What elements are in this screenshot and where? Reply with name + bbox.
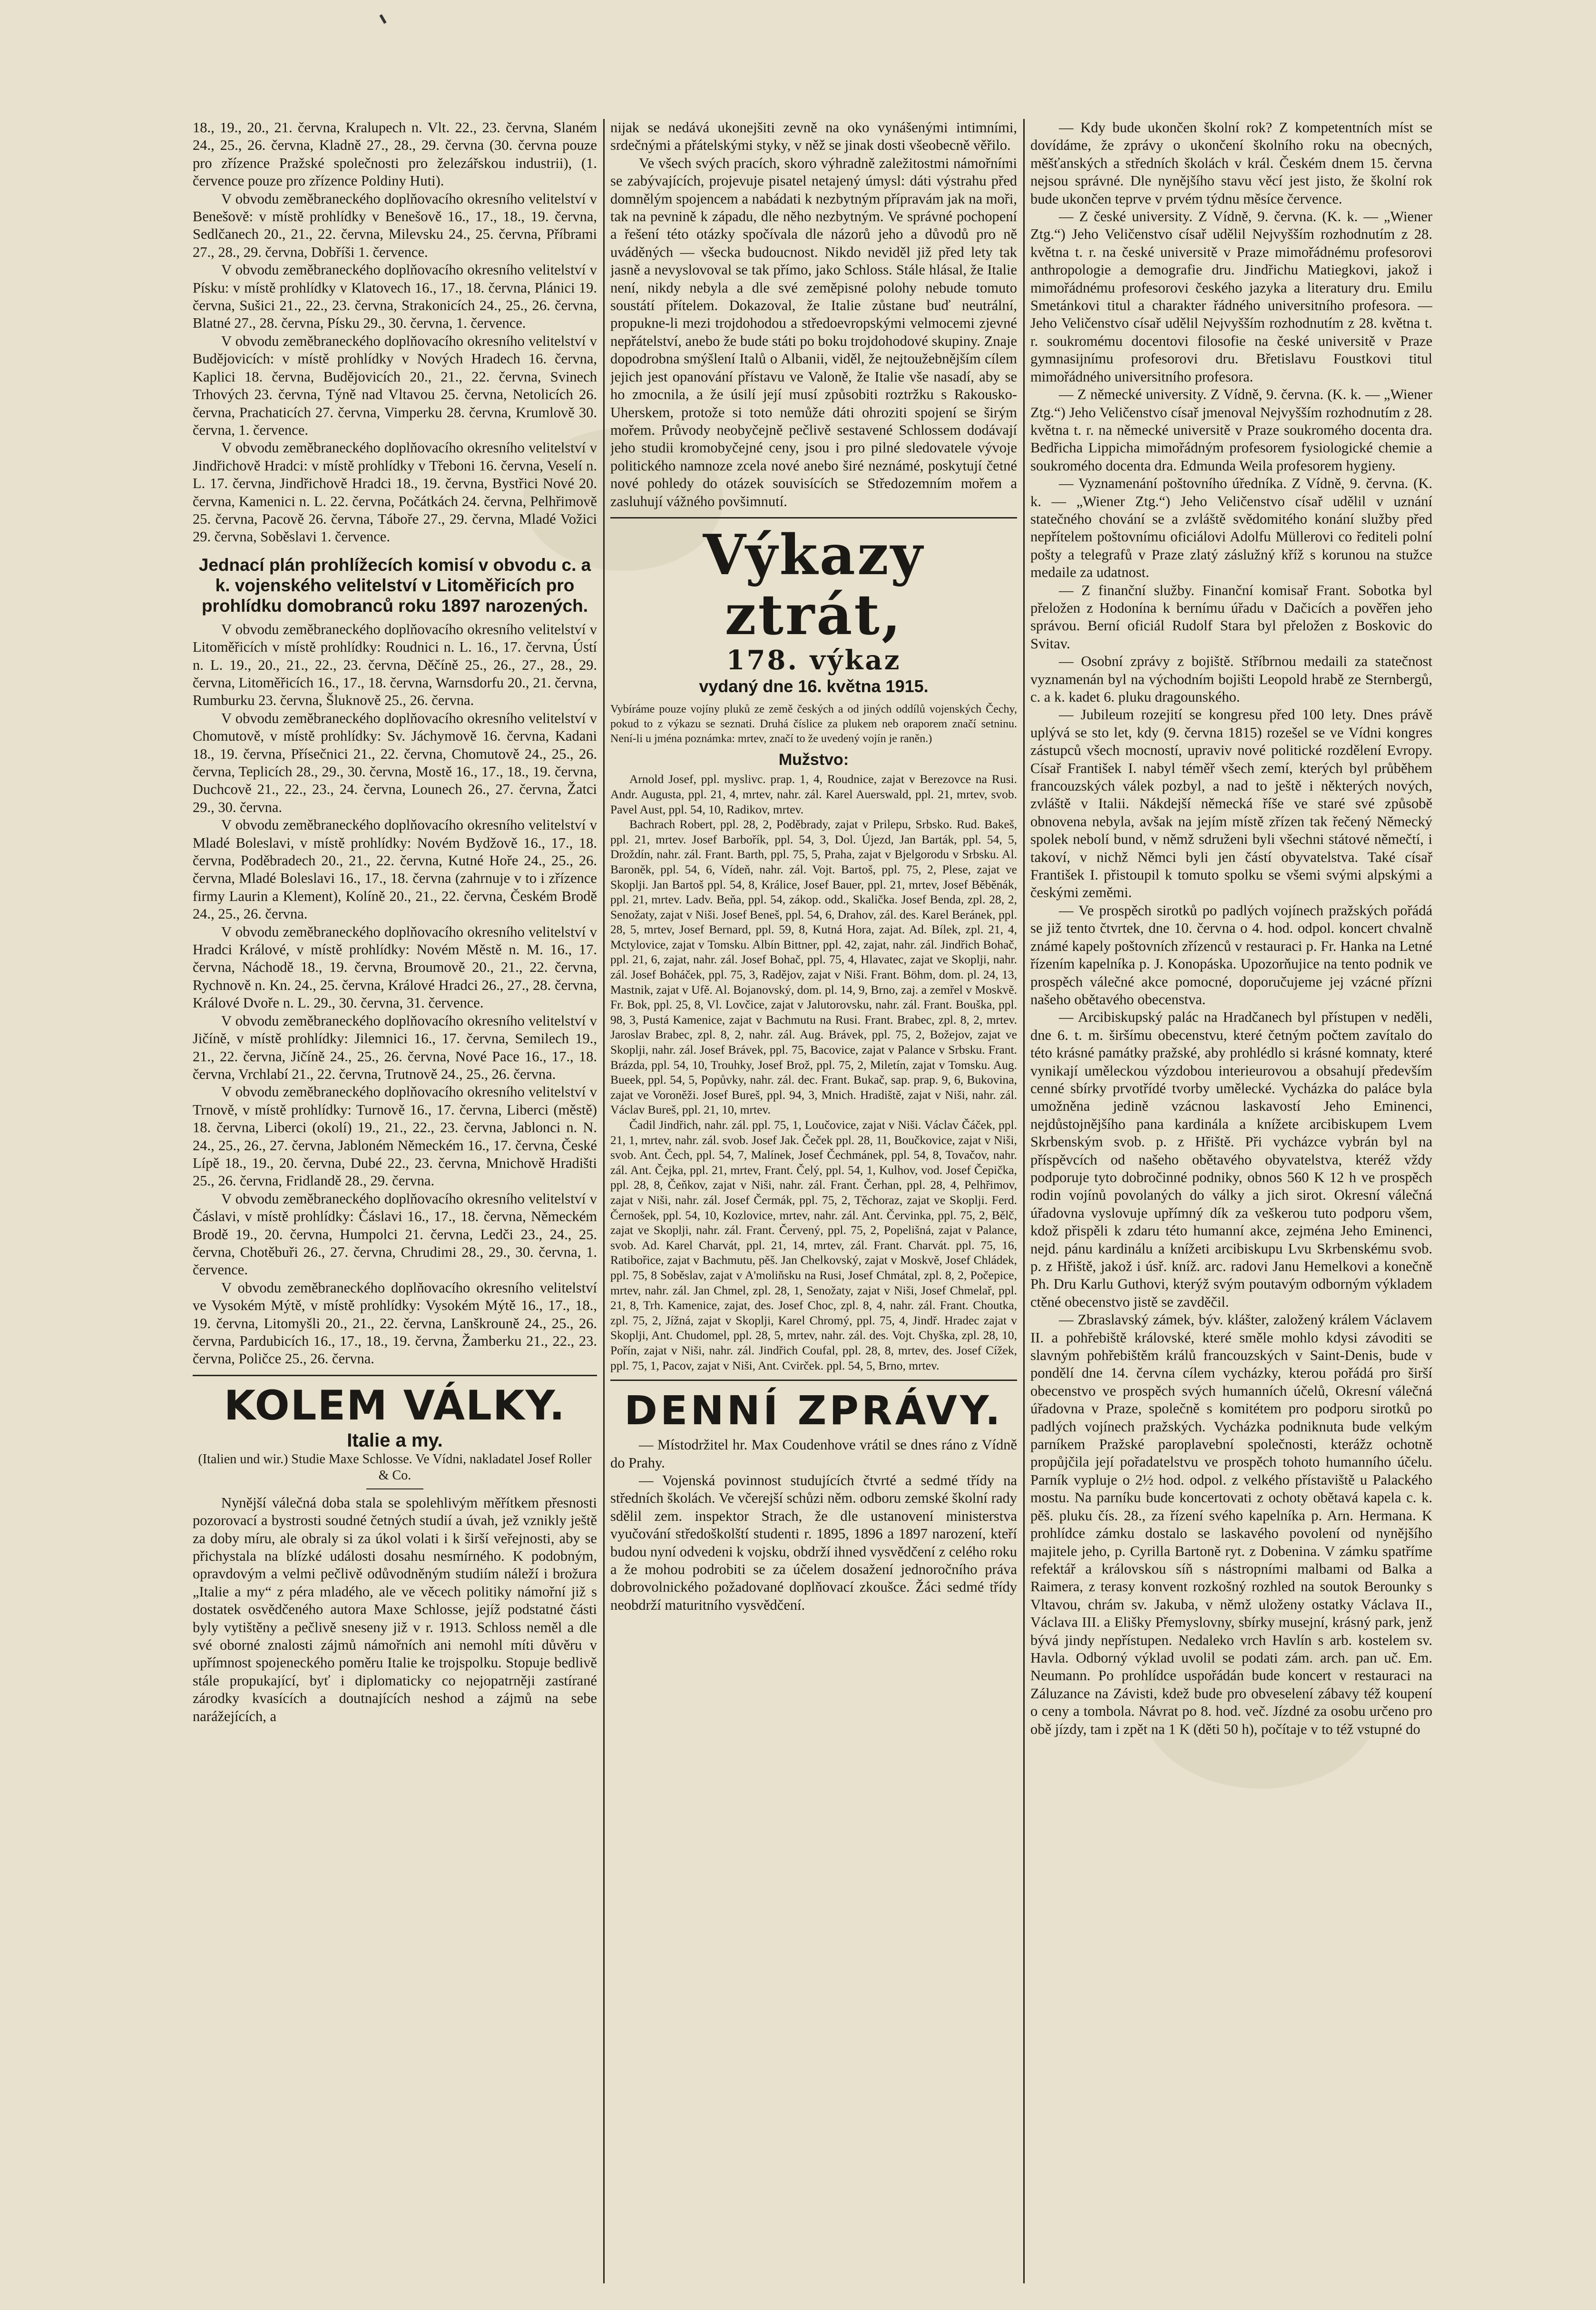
paragraph: 18., 19., 20., 21. června, Kralupech n. Vlt. 22., 23. června, Slaném 24., 25., 26. června, Kladně 27., 28., 29. června (30. června pouze pro zřízence Pražské společnosti pro železářskou industrii), (1. července pouze pro zřízence Poldiny Huti). (193, 119, 597, 189)
paragraph: — Vyznamenání poštovního úředníka. Z Vídně, 9. června. (K. k. — „Wiener Ztg.“) Jeho Veličenstvo císař udělil v uznání statečného chování se a zvláště svědomitého konání služby před nepřítelem poštovnímu oficiálovi Adolfu Müllerovi co řediteli polní pošty a telegrafů v Praze zlatý záslužný kříž s korunou na stužce medaile za udatnost. (1030, 475, 1432, 581)
paragraph: V obvodu zeměbraneckého doplňovacího okresního velitelství v Budějovicích: v místě prohlídky v Nových Hradech 16. června, Kaplici 18. června, Budějovicích 20., 21., 22. června, Svinech Trhových 23. června, Týně nad Vltavou 25. června, Netolicích 26. června, Prachaticích 27. června, Vimperku 28. června, Krumlově 30. června, 1. července. (193, 333, 597, 438)
column-rule (603, 119, 605, 2283)
paragraph: — Jubileum rozejití se kongresu před 100 lety. Dnes právě uplývá se sto let, kdy (9. června 1815) rozešel se ve Vídni kongres zástupců všech mocností, upraviv nové politické rozdělení Evropy. Císař František I. nabyl téměř všech zemí, kterých byl průběhem francouzských válek pozbyl, a nad to ještě i některých nových, zvláště v Italii. Nákdejší německá říše ve staré své způsobě obnovena nebyla, avšak na jejím místě zřízen tak řečený Německý spolek nebolí bund, v němž sdruženi byli všechni státové němečtí, i takoví, v nichž Němci byli jen částí obyvatelstva. Také císař František I. přistoupil k tomuto spolku se všemi svými alpskými a českými zeměmi. (1030, 706, 1432, 901)
losses-entry: Arnold Josef, ppl. myslivc. prap. 1, 4, Roudnice, zajat v Berezovce na Rusi. Andr. Augusta, ppl. 21, 4, mrtev, nahr. zál. Karel Auerswald, ppl. 21, mrtev, svob. Pavel Aust, ppl. 54, 10, Radikov, mrtev. (610, 772, 1017, 816)
column-1 (193, 119, 597, 2281)
divider (366, 1488, 423, 1489)
losses-entry: Čadil Jindřich, nahr. zál. ppl. 75, 1, Loučovice, zajat v Niši. Václav Čáček, ppl. 21, 1, mrtev, nahr. zál. svob. Josef Jak. Čeček ppl. 28, 11, Boučkovice, zajat v Niši, svob. Ant. Čech, ppl. 54, 7, Malínek, Josef Čechmánek, ppl. 54, 8, Tovačov, nahr. zál. Ant. Čejka, ppl. 21, mrtev, Frant. Čelý, ppl. 54, 1, Kulhov, vod. Josef Čepička, ppl. 28, 8, Čeňkov, zajat v Niši, nahr. zál. Frant. Čerhan, ppl. 28, 4, Pelhřimov, zajat v Niši, nahr. zál. Josef Čermák, ppl. 75, 2, Těchoraz, zajat ve Skoplji. Ferd. Černošek, ppl. 54, 10, Kozlovice, mrtev, nahr. zál. Ant. Červinka, ppl. 75, 2, Bělč, zajat ve Skoplji, nahr. zál. Frant. Červený, ppl. 75, 2, Popelišná, zajat v Palance, svob. Ad. Karel Charvát, ppl. 21, 14, mrtev, zál. Frant. Charvát. ppl. 75, 16, Ratibořice, zajat v Bachmutu, pěš. Jan Chelkovský, zajat v Moskvě, Josef Chládek, ppl. 75, 8 Soběslav, zajat v A'moliňsku na Rusi, Josef Chmátal, zpl. 8, 2, Počepice, mrtev, nahr. zál. Jan Chmel, zpl. 28, 1, Senožaty, zajat v Niši, Josef Chmelař, ppl. 21, 8, Trh. Kamenice, zajat, des. Josef Choc, zpl. 8, 4, nahr. zál. Frant. Choutka, zpl. 75, 2, Jížná, zajat v Skoplji, Karel Chromý, ppl. 75, 4, Jindř. Hradec zajat v Skoplji, Ant. Chudomel, ppl. 28, 5, mrtev, nahr. zál. des. Vojt. Chyška, zpl. 28, 10, Pořín, zajat v Niši, nahr. zál. Jindřich Coufal, ppl. 28, 8, mrtev, des. Josef Cížek, ppl. 75, 1, Pacov, zajat v Niši, Ant. Cvirček. ppl. 54, 5, Brno, mrtev. (610, 1118, 1017, 1372)
paragraph: — Z německé university. Z Vídně, 9. června. (K. k. — „Wiener Ztg.“) Jeho Veličenstvo císař jmenoval Nejvyšším rozhodnutím z 28. května t. r. na německé universitě v Praze soukromého docenta dra. Bedřicha Lippicha mimořádným profesorem fysiologické chemie a soukromého docenta dra. Edmunda Weila profesorem hygieny. (1030, 386, 1432, 474)
paragraph: — Arcibiskupský palác na Hradčanech byl přístupen v neděli, dne 6. t. m. širšímu obecenstvu, které četným počtem zavítalo do této krásné památky pražské, aby prohlédlo si krásné komnaty, které vynikají uměleckou výzdobou interieurovou a obsahují především cenné sbírky prvotřídé tvorby umělecké. Vycházka do paláce byla umožněna jedině vzácnou laskavostí Jeho Eminenci, nejdůstojnějšího pana kardinála a knížete arcibiskupem Lvem Skrbenským svob. p. z Hřiště. Při vycházce vybrán byl na příspěvcích od našeho obětavého obyvatelstva, kteréž vždy podporuje tyto dobročinné podniky, obnos 560 K 12 h ve prospěch rodin vojínů povolaných do války a jich sirot. Okresní válečná úřadovna vyslovuje upřímný dík za veškerou tuto podporu všem, kdož přispěli k zdaru této humanní akce, zejména Jeho Eminenci, nejd. pánu kardinálu a knížeti arcibiskupu Lvu Skrbenskému svob. p. z Hřiště, jakož i úsř. kníž. arc. radovi Janu Hemelkovi a konečně Ph. Dru Karlu Guthovi, kterýž svým poutavým odborným výkladem ctěné obecenstvo jistě se zavděčil. (1030, 1009, 1432, 1310)
divider (610, 517, 1017, 519)
paragraph: — Ve prospěch sirotků po padlých vojínech pražských pořádá se již tento čtvrtek, dne 10. června o 4. hod. odpol. koncert chvalně známé kapely poštovních zřízenců v restauraci p. Fr. Hanka na Letné řízením kapelníka p. J. Konopáska. Upozorňujice na tento podnik ve prospěch válečné akce pomocné, doporučujeme jej vzácné přízni našeho obětavého obecenstva. (1030, 902, 1432, 1008)
paragraph: — Vojenská povinnost studujících čtvrté a sedmé třídy na středních školách. Ve včerejší schůzi něm. odboru zemské školní rady sdělil zem. inspektor Strach, že dle ustanovení ministerstva vyučování středoškolští studenti r. 1895, 1896 a 1897 narození, kteří budou nyní odvedeni k vojsku, obdrží ihned vysvědčení z celého roku a že mohou podrobiti se za účelem dosažení jednoročního práva dobrovolnického požadované doplňovací zkoušce. Žáci sedmé třídy neobdrží maturitního vysvědčení. (610, 1472, 1017, 1613)
column-2 (610, 119, 1017, 2281)
scan-mark (379, 14, 386, 24)
column-rule (1023, 119, 1025, 2283)
section-banner: KOLEM VÁLKY. (224, 1381, 566, 1429)
paragraph: — Z české university. Z Vídně, 9. června. (K. k. — „Wiener Ztg.“) Jeho Veličenstvo císař udělil Nejvyšším rozhodnutím z 28. května t. r. na české universitě v Praze mimořádnému profesorovi anthropologie a demografie dru. Jindřichu Matiegkovi, jakož i mimořádnému profesorovi českého jazyka a literatury dru. Emilu Smetánkovi titul a charakter řádného universitního profesora. — Jeho Veličenstvo císař udělil Nejvyšším rozhodnutím z 28. května t. r. soukromému docentovi filosofie na české universitě v Praze gymnasijnímu profesorovi dru. Břetislavu Foustkovi titul mimořádného universitního profesora. (1030, 208, 1432, 385)
paragraph: nijak se nedává ukonejšiti zevně na oko vynášenými intimními, srdečnými a přátelskými styky, v něž se jinak dosti všeobecně věřilo. (610, 119, 1017, 154)
paragraph: V obvodu zeměbraneckého doplňovacího okresního velitelství v Hradci Králové, v místě prohlídky: Novém Městě n. M. 16., 17. června, Náchodě 18., 19. června, Broumově 20., 21., 22. června, Rychnově n. Kn. 24., 25. června, Králové Hradci 26., 27., 28. června, Králové Dvoře n. L. 29., 30. června, 31. července. (193, 923, 597, 1011)
paragraph: — Kdy bude ukončen školní rok? Z kompetentních míst se dovídáme, že zprávy o ukončení školního roku na obecných, měšťanských a středních školách v král. Českém dnem 15. června nejsou správné. Dle nynějšího stavu věcí jest jisto, že školní rok bude ukončen teprve v prvém týdnu měsíce července. (1030, 119, 1432, 207)
paragraph: V obvodu zeměbraneckého doplňovacího okresního velitelství v Jindřichově Hradci: v místě prohlídky v Třeboni 16. června, Veselí n. L. 17. června, Jindřichově Hradci 18., 19. června, Bystřici Nové 20. června, Kamenici n. L. 22. června, Počátkách 24. června, Pelhřimově 25. června, Pacově 26. června, Táboře 27., 29. června, Mladé Vožici 29. června, Soběslavi 1. července. (193, 440, 597, 545)
losses-entry: Bachrach Robert, ppl. 28, 2, Poděbrady, zajat v Prilepu, Srbsko. Rud. Bakeš, ppl. 21, mrtev. Josef Barbořík, ppl. 54, 3, Dol. Újezd, Jan Barták, ppl. 54, 5, Droždín, nahr. zál. Frant. Barth, ppl. 75, 5, Praha, zajat v Bjelgorodu v Srbsku. Al. Baroněk, ppl. 54, 6, Vídeň, nahr. zál. Vojt. Bartoš, ppl. 75, 2, Plese, zajat ve Skoplji. Jan Bartoš ppl. 54, 8, Králice, Josef Bauer, ppl. 21, mrtev, Josef Běběnák, ppl. 21, mrtev. Ladv. Beňa, ppl. 54, zákop. odd., Skalička. Josef Benda, zpl. 28, 2, Senožaty, zajat v Niši. Josef Beneš, ppl. 54, 6, Drahov, zál. des. Karel Beránek, ppl. 28, 5, mrtev, Josef Bernard, ppl. 59, 8, Kutná Hora, zajat. Ad. Bílek, zpl. 21, 4, Mctylovice, zajat v Tomsku. Albín Bittner, ppl. 42, zajat, nahr. zál. Jindřich Bohač, ppl. 21, 6, zajat, nahr. zál. Josef Bohač, ppl. 75, 4, Hlavatec, zajat ve Skoplji, nahr. zál. Josef Boháček, ppl. 75, 3, Radějov, zajat v Niši. Frant. Böhm, dom. pl. 24, 13, Mastnik, zajat v Ufě. Al. Bojanovský, dom. pl. 14, 9, Brno, zaj. a zemřel v Moskvě. Fr. Bok, ppl. 25, 8, Vl. Lovčice, zajat v Jalutorovsku, nahr. zál. Frant. Bouška, ppl. 98, 3, Pustá Kamenice, zajat v Bachmutu na Rusi. Frant. Brabec, zpl. 8, 2, mrtev. Jaroslav Brabec, zpl. 8, 2, nahr. zál. Aug. Brávek, ppl. 75, 2, Božejov, zajat ve Skoplji, nahr. zál. Josef Brávek, ppl. 75, Bacovice, zajat v Palance v Srbsku. Frant. Brázda, ppl. 54, 10, Trouhky, Josef Brož, ppl. 75, 2, Miletín, zajat v Tomsku. Aug. Bueek, ppl. 54, 5, Popůvky, nahr. zál. dec. Frant. Bukač, sap. prap. 9, 6, Bukovina, zajat ve Voroněži. Josef Bureš, ppl. 94, 3, Mnich. Hradiště, zajat v Niši, nahr. zál. Václav Bureš, ppl. 21, 10, mrtev. (610, 817, 1017, 1117)
paragraph: Ve všech svých pracích, skoro výhradně zaležitostmi námořními se zabývajících, projevuje pisatel netajený úmysl: dáti výstrahu před domnělým spojencem a nabádati k nezbytným přípravám jak na moři, tak na pevnině k západu, dle něho nezbytným. Ve správné pochopení a řešení této otázky spočívala dle názorů jeho a důvodů pro ně uváděných — všecka budoucnost. Nikdo neviděl již před lety tak jasně a nevyslovoval se tak přímo, jako Schloss. Stále hlásal, že Italie není, nikdy nebyla a dle své zeměpisné polohy nebude tomuto soustátí přítelem. Dokazoval, že Italie zůstane buď neutrální, propukne-li mezi trojdohodou a středoevropskými velmocemi zjevné nepřátelství, anebo že bude státi po boku trojdohodové skupiny. Znaje dopodrobna smýšlení Italů o Albanii, viděl, že nejtoužebnějším cílem jejich jest opanování přístavu ve Valoně, že Italie vše nasadí, aby se ho zmocnila, a že úsilí její musí způsobiti roztržku s Rakousko-Uherskem, protože si toto nemůže dáti ohroziti spojení se širým mořem. Průvody neobyčejně pečlivě sestavené Schlossem dodávají jeho studii kromobyčejné ceny, jsou i pro pilné sledovatele vývoje politického namnoze zcela nové anebo širé neznámé, poskytují četné nové pohledy do otázek souvisících se Středozemním mořem a zasluhují vážného povšimnutí. (610, 155, 1017, 509)
losses-number: 178. výkaz (726, 644, 901, 676)
paragraph: V obvodu zeměbraneckého doplňovacího okresního velitelství v Písku: v místě prohlídky v Klatovech 16., 17., 18. června, Plánici 19. června, Sušici 21., 22., 23. června, Strakonicích 24., 25., 26. června, Blatné 27., 28. června, Písku 29., 30. června, 1. července. (193, 262, 597, 332)
section-banner: DENNÍ ZPRÁVY. (624, 1387, 1003, 1434)
paragraph: V obvodu zeměbraneckého doplňovacího okresního velitelství v Benešově: v místě prohlídky v Benešově 16., 17., 18., 19. června, Sedlčanech 20., 21., 22. června, Milevsku 24., 25. června, Příbrami 27., 28., 29. června, Dobříši 1. července. (193, 190, 597, 260)
paragraph: — Z finanční služby. Finanční komisař Frant. Sobotka byl přeložen z Hodonína k bernímu úřadu v Dačicích a pověřen jeho správou. Berní oficiál Rudolf Stara byl přeložen z Boskovic do Svitav. (1030, 582, 1432, 652)
paragraph: — Zbraslavský zámek, býv. klášter, založený králem Václavem II. a pohřebiště královské, které směle mohlo kdysi závoditi se slavným pohřebištěm králů francouzských v Saint-Denis, bude v pondělí dne 14. června cílem vycházky, kterou pořádá pro širší obecenstvo ve prospěch svých humanních účelů, Okresní válečná úřadovna v Praze, společně s komitétem pro podporu sirotků po padlých vojínech pražských. Vycházka podniknuta bude velkým parníkem Pražské paroplavební společnosti, kterážz ochotně propůjčila její pořadatelstvu ve prospěch tohoto humanního účelu. Parník vypluje o 2½ hod. odpol. z velkého přístaviště u Palackého mostu. Na parníku bude koncertovati z ochoty obětavá kapela c. k. pěš. pluku čís. 28., za řízení svého kapelníka p. Arn. Hermana. K prohlídce zámku dostalo se laskavého povolení od nynějšího majitele jeho, p. Cyrilla Bartoně ryt. z Dobenina. V zámku spatříme refektář a královskou síň s nástropními malbami od Balka a Raimera, z terasy konvent rozkošný rozhled na soutok Berounky s Vltavou, chrám sv. Jakuba, v němž uloženy ostatky Václava II., Václava III. a Elišky Přemyslovny, sbírky musejní, krásný park, jenž bývá jindy nepřístupen. Nedaleko vrch Havlín s arb. kostelem sv. Havla. Odborný výklad uvolil se podati zám. arch. pan uč. Em. Neumann. Po prohlídce uspořádán bude koncert v restauraci na Záluzance na Závisti, kdež bude pro obveselení zábavy též koupení o ceny a tombola. Návrat po 8. hod. več. Jízdné za osobu určeno pro obě jízdy, tam i zpět na 1 K (děti 50 h), počítaje v to též vstupné do (1030, 1312, 1432, 1737)
paragraph: — Osobní zprávy z bojiště. Stříbrnou medaili za statečnost vyznamenán byl na východním bojišti Leopold hrabě ze Sternbergů, c. a k. kadet 6. pluku dragounského. (1030, 653, 1432, 705)
article-title: Italie a my. (347, 1429, 443, 1451)
losses-date: vydaný dne 16. května 1915. (699, 676, 929, 696)
column-3 (1030, 119, 1432, 2281)
losses-subheading: Mužstvo: (778, 750, 849, 769)
paragraph: V obvodu zeměbraneckého doplňovacího okresního velitelství v Jičíně, v místě prohlídky: Jilemnici 16., 17. června, Semilech 19., 21., 22. června, Jičíně 24., 25., 26. června, Nové Pace 16., 17., 18. června, Vrchlabí 21., 22. června, Trutnově 24., 25., 26. června. (193, 1012, 597, 1082)
section-heading: Jednací plán prohlížecích komisí v obvodu c. a k. vojenského velitelství v Litoměřicích pro prohlídku domobranců roku 1897 narozených. (198, 555, 591, 616)
paragraph: V obvodu zeměbraneckého doplňovacího okresního velitelství v Mladé Boleslavi, v místě prohlídky: Novém Bydžově 16., 17., 18. června, Poděbradech 20., 21., 22. června, Kutné Hoře 24., 25., 26. června, Mladé Boleslavi 16., 17., 18. června (zahrnuje v to i zřízence firmy Laurin a Klement), Kolíně 20., 21., 22. června, Českém Brodě 24., 25., 26. června. (193, 817, 597, 922)
losses-list (610, 772, 1017, 1373)
paragraph: V obvodu zeměbraneckého doplňovacího okresního velitelství v Čáslavi, v místě prohlídky: Čáslavi 16., 17., 18. června, Německém Brodě 19., 20. června, Humpolci 21. června, Ledči 23., 24., 25. června, Chotěbuři 26., 27. června, Chrudimi 28., 29., 30. června, 1. července. (193, 1190, 597, 1278)
paragraph: — Místodržitel hr. Max Coudenhove vrátil se dnes ráno z Vídně do Prahy. (610, 1437, 1017, 1471)
losses-title: Výkazy ztrát, (703, 522, 925, 647)
divider (193, 1375, 597, 1376)
paragraph: V obvodu zeměbraneckého doplňovacího okresního velitelství v Chomutově, v místě prohlídky: Sv. Jáchymově 16. června, Kadani 18., 19. června, Přísečnici 21., 22. června, Chomutově 24., 25., 26. června, Teplicích 28., 29., 30. června, Mostě 16., 17., 18., 19. června, Duchcově 21., 22., 23., 24. června, Lounech 26., 27. června, Žatci 29., 30. června. (193, 710, 597, 815)
paragraph: V obvodu zeměbraneckého doplňovacího okresního velitelství ve Vysokém Mýtě, v místě prohlídky: Vysokém Mýtě 16., 17., 18., 19. června, Litomyšli 20., 21., 22. června, Lanškrouně 24., 25., 26. června, Pardubicích 16., 17., 18., 19. června, Žamberku 21., 22., 23. června, Poličce 25., 26. června. (193, 1279, 597, 1367)
losses-intro: Vybíráme pouze vojíny pluků ze země českých a od jiných oddílů vojenských Čechy, pokud to z výkazu se seznati. Druhá číslice za plukem neb oraporem značí setninu. Není-li u jména poznámka: mrtev, značí to že uvedený vojín je raněn.) (610, 703, 1017, 745)
paragraph: V obvodu zeměbraneckého doplňovacího okresního velitelství v Litoměřicích v místě prohlídky: Roudnici n. L. 16., 17. června, Ústí n. L. 19., 20., 21., 22., 23. června, Děčíně 25., 26., 27., 28., 29. června, Litoměřicích 16., 17., 18. června, Warnsdorfu 20., 21. června, Rumburku 23. června, Šluknově 25., 26. června. (193, 621, 597, 709)
paragraph: Nynější válečná doba stala se spolehlivým měřítkem přesnosti pozorovací a bystrosti soudné četných studií a úvah, jež vznikly ještě za doby míru, ale obraly si za úkol volati i k širší veřejnosti, aby se přichystala na blízké události dosahu nesmírného. K podobným, opravdovým a velmi pečlivě odůvodněným studiím náleží i brožura „Italie a my“ z péra mladého, ale ve věcech politiky námořní již s dostatek osvědčeného autora Maxe Schlosse, jejíž podstatné části byly vytištěny a pečlivě sneseny již v r. 1913. Schloss neměl a dle své oborné znalosti zájmů námořních ani nemohl míti důvěru v upřímnost spojeneckého poměru Italie ke trojspolku. Stopuje bedlivě stále propukající, byť i diplomaticky co nejopatrněji zastírané zárodky kvasících a doutnajících neshod a zájmů na sebe narážejících, a (193, 1494, 597, 1724)
divider (610, 1380, 1017, 1381)
paragraph: V obvodu zeměbraneckého doplňovacího okresního velitelství v Trnově, v místě prohlídky: Turnově 16., 17. června, Liberci (městě) 18. června, Liberci (okolí) 19., 21., 22., 23. června, Jablonci n. N. 24., 25., 26., 27. června, Jabloném Německém 16., 17. června, České Lípě 18., 19., 20. června, Dubé 22., 23. června, Mnichově Hradišti 25., 26. června, Fridlandě 28., 29. června. (193, 1084, 597, 1189)
article-byline: (Italien und wir.) Studie Maxe Schlosse. Ve Vídni, nakladatel Josef Roller & Co. (198, 1451, 592, 1483)
